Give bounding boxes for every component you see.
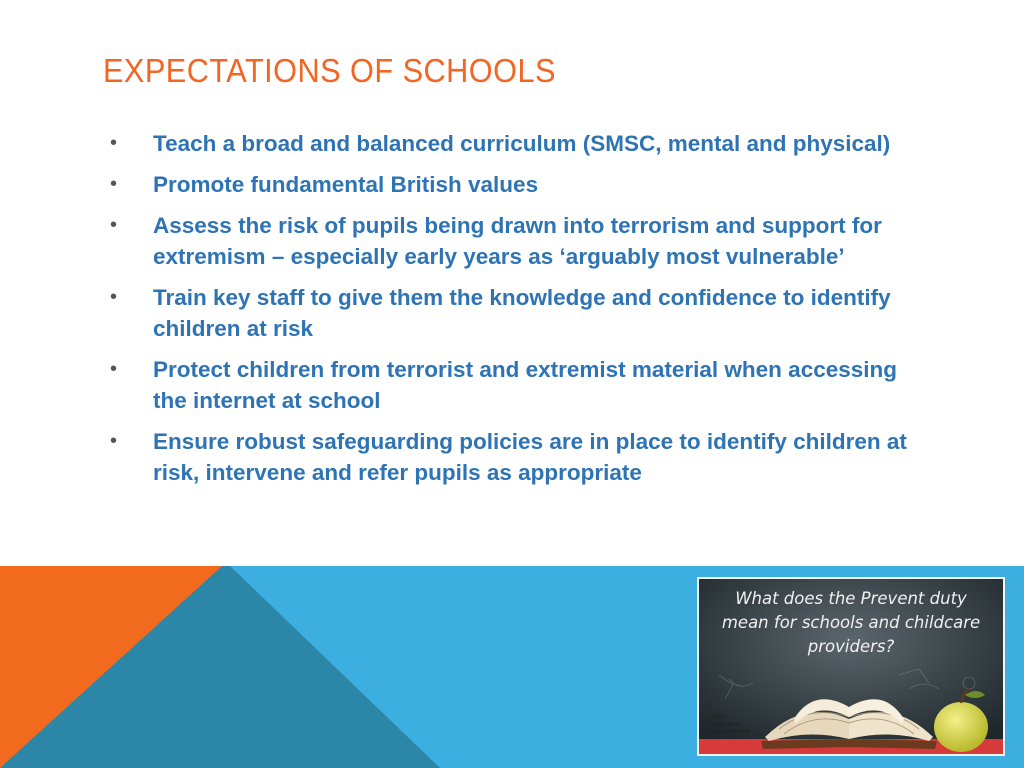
bullet-item [110,282,910,344]
bullet-marker: • [110,214,118,236]
child-protection-company-logo [709,715,750,736]
bullet-text: Teach a broad and balanced curriculum (SMSC, mental and physical) [153,131,891,156]
bullet-item [110,169,910,200]
bullet-marker: • [110,173,118,195]
bullet-text: Promote fundamental British values [153,172,539,197]
bullet-marker: • [110,430,118,452]
promo-headline [699,587,1003,659]
bullet-marker: • [110,358,118,380]
bullet-marker: • [110,132,118,154]
bullet-text: Protect children from terrorist and extremist material when accessing the internet at school [153,357,897,413]
logo-line: Child [709,715,724,721]
bullet-list [110,128,910,498]
bullet-item [110,426,910,488]
bullet-text: Train key staff to give them the knowledge and confidence to identify children at risk [153,285,891,341]
bullet-item [110,354,910,416]
logo-line: Protection [709,722,739,728]
bullet-item [110,128,910,159]
slide-title: EXPECTATIONS OF SCHOOLS [103,52,556,89]
bullet-marker: • [110,286,118,308]
bullet-text: Ensure robust safeguarding policies are in place to identify children at risk, intervene and refer pupils as appropriate [153,429,907,485]
bullet-text: Assess the risk of pupils being drawn into terrorism and support for extremism – especially early years as ‘arguably most vulnerable’ [153,213,882,269]
prevent-duty-image [697,577,1005,756]
bullet-item [110,210,910,272]
promo-line: mean for schools and childcare [721,613,981,632]
promo-line: What does the Prevent duty [735,589,967,608]
promo-line: providers? [807,637,895,656]
logo-line: Company.com [709,729,750,735]
